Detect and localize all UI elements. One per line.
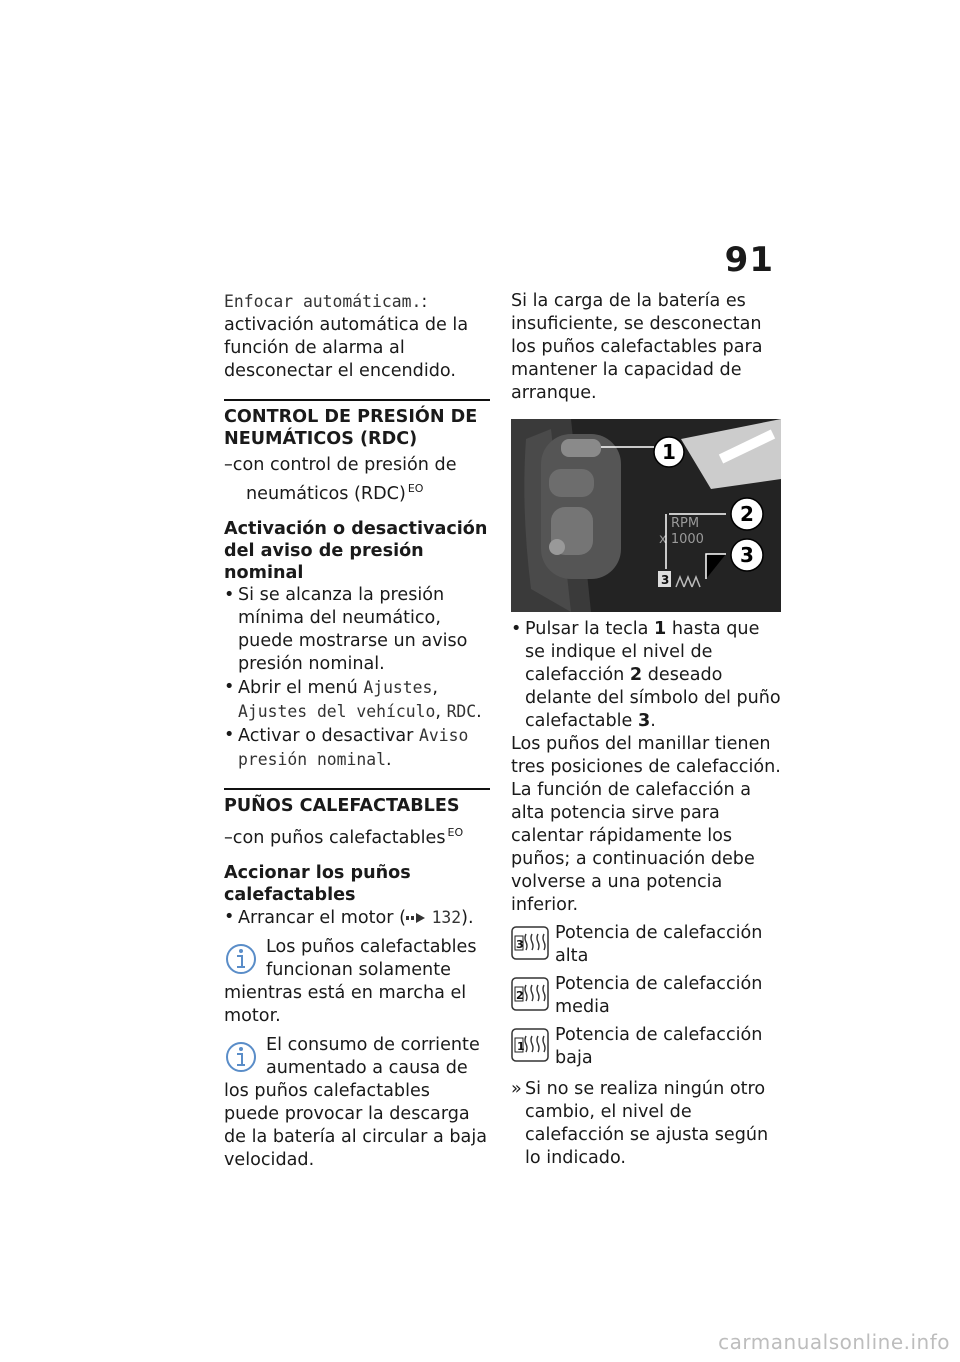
bullet-abrir-menu: • Abrir el menú Ajustes, Ajustes del vehículo, RDC. bbox=[224, 676, 490, 724]
info-note-consumo: El consumo de corriente aumentado a causa de los puños calefactables puede provocar la descarga de la batería al circular a baja velocidad. bbox=[224, 1035, 487, 1170]
heating-level-label: Potencia de calefacción media bbox=[555, 974, 763, 1017]
heated-grip-level-1-icon bbox=[511, 1028, 549, 1062]
callout-1: 1 bbox=[662, 440, 676, 464]
callout-2: 2 bbox=[740, 502, 754, 526]
page-reference-arrow-icon bbox=[406, 912, 426, 924]
equipment-punos: –con puños calefactables $^{EO}$ bbox=[224, 826, 464, 848]
right-column bbox=[511, 290, 781, 1170]
page-number: 91 bbox=[724, 240, 774, 280]
subheading-aviso: Activación o desactivación del aviso de presión nominal bbox=[224, 519, 488, 583]
heating-level-label: Potencia de calefacción alta bbox=[555, 923, 763, 966]
handlebar-switch-photo bbox=[511, 419, 781, 612]
equipment-rdc: –con control de presión de neumáticos (RDC) $^{EO}$ bbox=[224, 455, 457, 504]
high-power-paragraph: La función de calefacción a alta potencia sirve para calentar rápidamente los puños; a continuación debe volverse a una potencia inferior. bbox=[511, 780, 755, 915]
bullet-presion-minima: • Si se alcanza la presión mínima del neumático, puede mostrarse un aviso presión nominal. bbox=[224, 584, 490, 676]
positions-paragraph: Los puños del manillar tienen tres posiciones de calefacción. bbox=[511, 734, 781, 777]
info-note-motor: Los puños calefactables funcionan solamente mientras está en marcha el motor. bbox=[224, 937, 477, 1026]
heated-grip-level-2-icon bbox=[511, 977, 549, 1011]
page-reference: 132 bbox=[431, 908, 462, 927]
intro-paragraph: Enfocar automáticam.: activación automática de la función de alarma al desconectar el encendido. bbox=[224, 292, 469, 381]
battery-paragraph: Si la carga de la batería es insuficiente, se desconectan los puños calefactables para mantener la capacidad de arranque. bbox=[511, 291, 763, 403]
heating-level-high bbox=[511, 922, 781, 968]
svg-text:3: 3 bbox=[516, 938, 524, 951]
info-icon bbox=[224, 1037, 258, 1077]
menu-rdc: RDC bbox=[446, 702, 477, 721]
heated-grip-level-3-icon bbox=[511, 926, 549, 960]
result-paragraph: » Si no se realiza ningún otro cambio, el nivel de calefacción se ajusta según lo indicado. bbox=[511, 1078, 781, 1170]
menu-ajustes: Ajustes bbox=[363, 678, 433, 697]
heating-level-low bbox=[511, 1024, 781, 1070]
equipment-badge: EO bbox=[407, 482, 424, 495]
watermark: carmanualsonline.info bbox=[718, 1330, 950, 1354]
subheading-accionar: Accionar los puños calefactables bbox=[224, 863, 411, 905]
section-heading-rdc: CONTROL DE PRESIÓN DE NEUMÁTICOS (RDC) bbox=[224, 399, 490, 450]
section-heading-punos: PUÑOS CALEFACTABLES bbox=[224, 788, 490, 817]
left-column bbox=[224, 290, 490, 1172]
display-rpm-text: RPM bbox=[671, 516, 700, 531]
heating-level-medium bbox=[511, 973, 781, 1019]
bullet-pulsar-tecla: • Pulsar la tecla 1 hasta que se indique el nivel de calefacción 2 deseado delante del símbolo del puño calefactable 3. bbox=[511, 618, 781, 733]
info-icon bbox=[224, 939, 258, 979]
svg-text:2: 2 bbox=[516, 989, 524, 1002]
display-x1000-text: x 1000 bbox=[659, 532, 704, 547]
menu-aviso-presion: Aviso presión nominal bbox=[238, 726, 469, 769]
menu-ajustes-vehiculo: Ajustes del vehículo bbox=[238, 702, 436, 721]
menu-text-autofocus: Enfocar automáticam. bbox=[224, 292, 422, 311]
callout-3: 3 bbox=[740, 543, 754, 567]
heating-level-label: Potencia de calefacción baja bbox=[555, 1025, 763, 1068]
display-level-number: 3 bbox=[661, 573, 670, 587]
bullet-arrancar-motor: • Arrancar el motor ( 132). bbox=[224, 906, 490, 930]
equipment-badge: EO bbox=[447, 826, 464, 839]
bullet-activar-aviso: • Activar o desactivar Aviso presión nominal. bbox=[224, 724, 490, 772]
svg-text:1: 1 bbox=[517, 1040, 525, 1053]
